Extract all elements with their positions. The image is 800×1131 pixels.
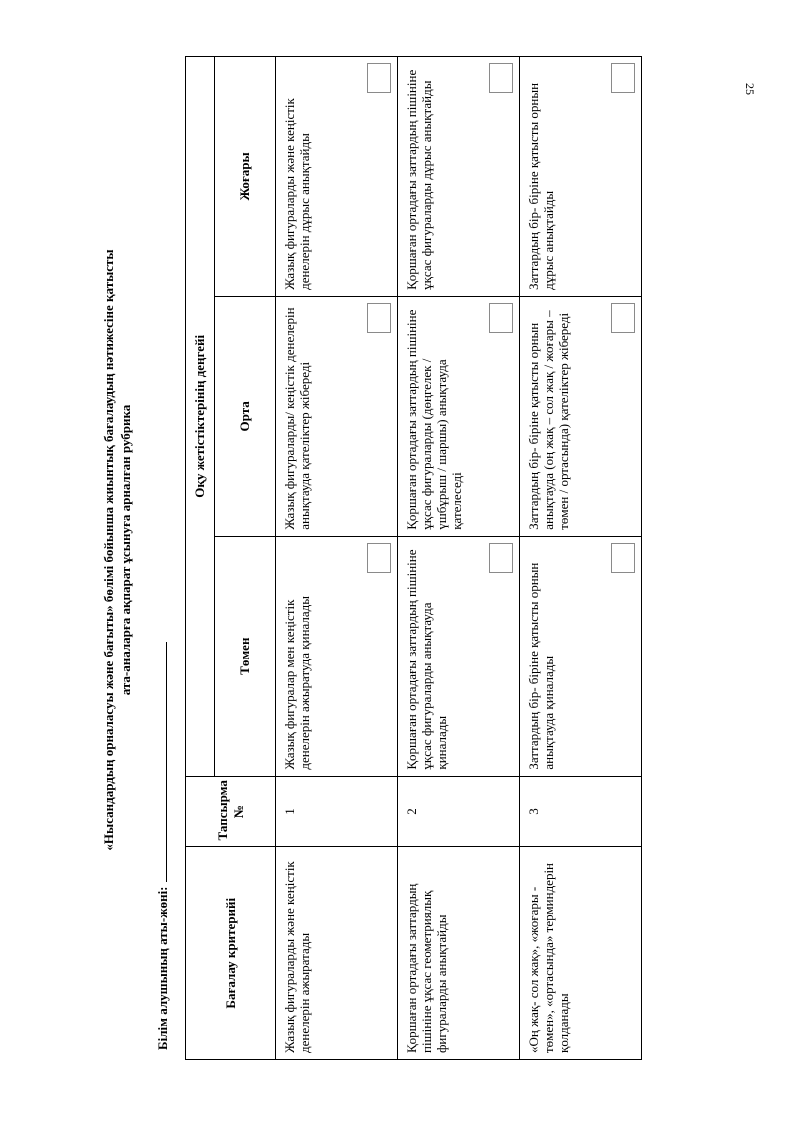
- task-number: 1: [276, 776, 398, 847]
- document-title: [100, 70, 134, 1030]
- learner-name-field: [154, 642, 171, 1050]
- checkbox-mid[interactable]: [367, 303, 391, 333]
- criteria-cell: [398, 847, 520, 1060]
- checkbox-low[interactable]: [611, 543, 635, 573]
- checkbox-high[interactable]: [489, 63, 513, 93]
- level-low-cell: [276, 536, 398, 776]
- criteria-cell: [276, 847, 398, 1060]
- level-high-cell: [398, 57, 520, 297]
- task-number: 3: [520, 776, 642, 847]
- title-line-2: ата-аналарға ақпарат ұсынуға арналған рубрика: [118, 404, 133, 696]
- level-high-cell: [520, 57, 642, 297]
- table-row: [276, 57, 398, 1060]
- level-mid-cell: [520, 296, 642, 536]
- task-number: 2: [398, 776, 520, 847]
- table-row: [398, 57, 520, 1060]
- level-high-cell: [276, 57, 398, 297]
- header-criteria: Бағалау критерийі: [186, 847, 276, 1060]
- checkbox-mid[interactable]: [489, 303, 513, 333]
- level-mid-text: Жазық фигураларды/ кеңістік денелерін анықтауда қателіктер жібереді: [282, 307, 312, 530]
- level-low-cell: [520, 536, 642, 776]
- learner-name-line[interactable]: [154, 642, 167, 882]
- header-high: Жоғары: [215, 57, 276, 297]
- learner-name-label: Білім алушының аты-жөні:: [155, 886, 170, 1050]
- level-mid-text: Қоршаған ортадағы заттардың пішініне ұқсас фигураларды (дөңгелек / үшбұрыш / шаршы) анықтауда қателеседі: [404, 309, 464, 530]
- header-mid: Орта: [215, 296, 276, 536]
- checkbox-low[interactable]: [367, 543, 391, 573]
- level-mid-cell: [276, 296, 398, 536]
- criteria-text: Жазық фигураларды және кеңістік денелерін ажыратады: [282, 861, 312, 1053]
- checkbox-high[interactable]: [367, 63, 391, 93]
- criteria-text: «Оң жақ- сол жақ», «жоғары - төмен», «ортасында» терминдерін қолданады: [526, 862, 571, 1053]
- criteria-cell: [520, 847, 642, 1060]
- level-mid-text: Заттардың бір- біріне қатысты орнын анықтауда (оң жақ – сол жақ / жоғары – төмен / ортасында) қателіктер жібереді: [526, 310, 571, 530]
- level-low-cell: [398, 536, 520, 776]
- header-levels: Оқу жетістіктерінің деңгейі: [186, 57, 215, 777]
- level-high-text: Заттардың бір- біріне қатысты орнын дұрыс анықтайды: [526, 82, 556, 290]
- level-low-text: Қоршаған ортадағы заттардың пішініне ұқсас фигураларды анықтауда қиналады: [404, 549, 449, 770]
- level-low-text: Заттардың бір- біріне қатысты орнын анықтауда қиналады: [526, 562, 556, 770]
- page-number: 25: [743, 83, 757, 95]
- checkbox-mid[interactable]: [611, 303, 635, 333]
- rubric-table: [185, 56, 642, 1060]
- table-row: [520, 57, 642, 1060]
- header-task: Тапсырма №: [186, 776, 276, 847]
- criteria-text: Қоршаған ортадағы заттардың пішініне ұқсас геометриялық фигураларды анықтайды: [404, 883, 449, 1053]
- level-low-text: Жазық фигуралар мен кеңістік денелерін ажыратуда қиналады: [282, 595, 312, 770]
- level-high-text: Жазық фигураларды және кеңістік денелерін дұрыс анықтайды: [282, 98, 312, 290]
- level-mid-cell: [398, 296, 520, 536]
- checkbox-high[interactable]: [611, 63, 635, 93]
- landscape-page: [100, 40, 700, 1090]
- title-line-1: «Нысандардың орналасуы және бағыты» бөлімі бойынша жиынтық бағалаудың нәтижесіне қатысты: [101, 249, 116, 851]
- header-low: Төмен: [215, 536, 276, 776]
- checkbox-low[interactable]: [489, 543, 513, 573]
- level-high-text: Қоршаған ортадағы заттардың пішініне ұқсас фигураларды дұрыс анықтайды: [404, 69, 434, 290]
